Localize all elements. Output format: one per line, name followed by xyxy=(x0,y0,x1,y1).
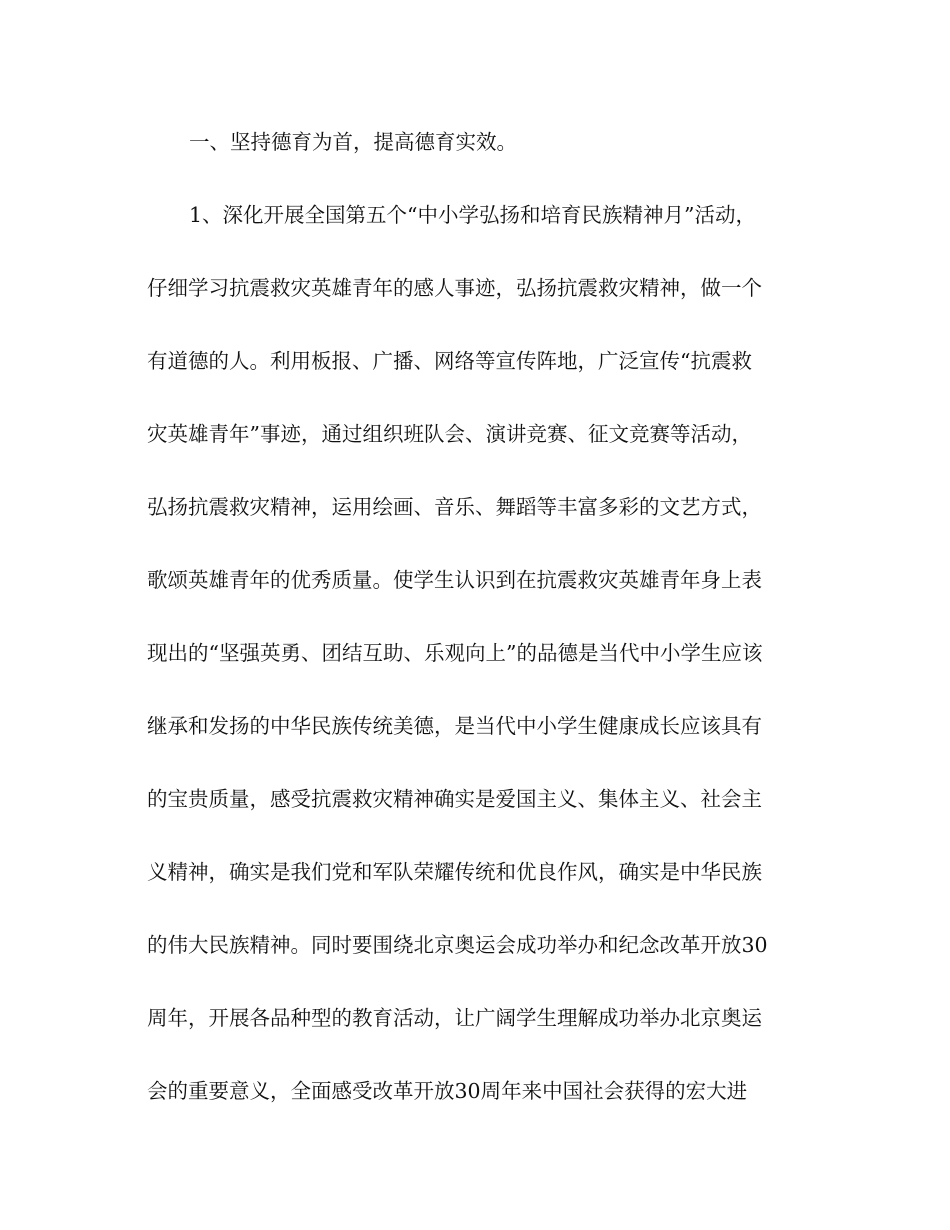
paragraph-line: 会的重要意义，全面感受改革开放30周年来中国社会获得的宏大进 xyxy=(147,1079,748,1103)
paragraph-line: 仔细学习抗震救灾英雄青年的感人事迹，弘扬抗震救灾精神，做一个 xyxy=(147,276,762,300)
paragraph-line: 义精神，确实是我们党和军队荣耀传统和优良作风，确实是中华民族 xyxy=(147,860,762,884)
paragraph-line: 灾英雄青年”事迹，通过组织班队会、演讲竞赛、征文竞赛等活动， xyxy=(147,422,752,446)
paragraph-line: 歌颂英雄青年的优秀质量。使学生认识到在抗震救灾英雄青年身上表 xyxy=(147,568,762,592)
paragraph-line: 的宝贵质量，感受抗震救灾精神确实是爱国主义、集体主义、社会主 xyxy=(147,787,762,811)
paragraph-line: 周年，开展各品种型的教育活动，让广阔学生理解成功举办北京奥运 xyxy=(147,1006,762,1030)
paragraph-line: 弘扬抗震救灾精神，运用绘画、音乐、舞蹈等丰富多彩的文艺方式， xyxy=(147,495,762,519)
section-heading: 一、坚持德育为首，提高德育实效。 xyxy=(189,130,517,154)
paragraph-line: 有道德的人。利用板报、广播、网络等宣传阵地，广泛宣传“抗震救 xyxy=(147,349,752,373)
paragraph-line: 继承和发扬的中华民族传统美德，是当代中小学生健康成长应该具有 xyxy=(147,714,762,738)
paragraph-line: 1、深化开展全国第五个“中小学弘扬和培育民族精神月”活动， xyxy=(189,203,757,227)
paragraph-line: 现出的“坚强英勇、团结互助、乐观向上”的品德是当代中小学生应该 xyxy=(147,641,763,665)
paragraph-line: 的伟大民族精神。同时要围绕北京奥运会成功举办和纪念改革开放30 xyxy=(147,933,768,957)
